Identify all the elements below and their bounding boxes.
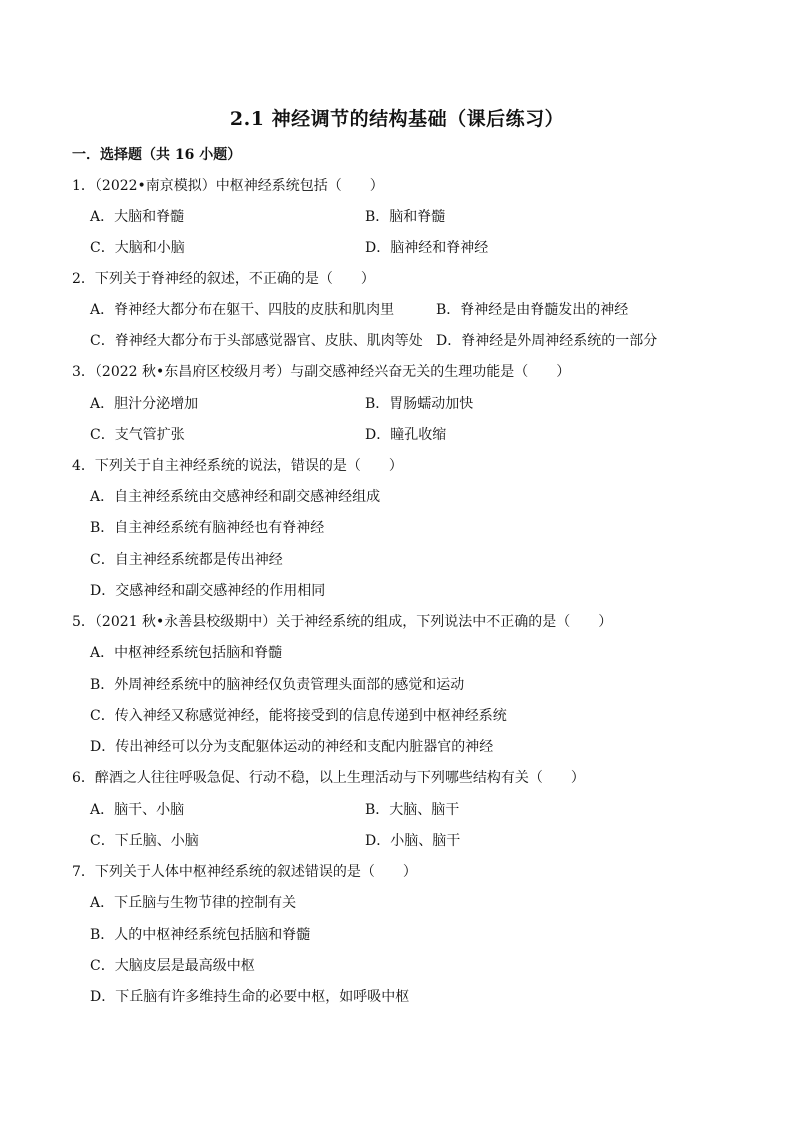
question-stem-6: 6．醉酒之人往往呼吸急促、行动不稳，以上生理活动与下列哪些结构有关（ ） bbox=[72, 770, 585, 786]
q1-option-c: C．大脑和小脑 bbox=[90, 240, 185, 256]
q3-option-b: B．胃肠蠕动加快 bbox=[365, 396, 474, 412]
q1-option-a: A．大脑和脊髓 bbox=[90, 209, 185, 225]
q7-option-b: B．人的中枢神经系统包括脑和脊髓 bbox=[90, 927, 311, 943]
q5-option-c: C．传入神经又称感觉神经，能将接受到的信息传递到中枢神经系统 bbox=[90, 708, 507, 724]
q4-option-a: A．自主神经系统由交感神经和副交感神经组成 bbox=[90, 489, 381, 505]
q5-option-b: B．外周神经系统中的脑神经仅负责管理头面部的感觉和运动 bbox=[90, 677, 465, 693]
q2-option-d: D．脊神经是外周神经系统的一部分 bbox=[436, 333, 658, 349]
question-stem-2: 2．下列关于脊神经的叙述，不正确的是（ ） bbox=[72, 271, 375, 287]
question-stem-5: 5．（2021 秋•永善县校级期中）关于神经系统的组成，下列说法中不正确的是（ ） bbox=[72, 614, 613, 630]
q7-option-a: A．下丘脑与生物节律的控制有关 bbox=[90, 895, 297, 911]
q2-option-a: A．脊神经大都分布在躯干、四肢的皮肤和肌肉里 bbox=[90, 302, 395, 318]
q1-option-b: B．脑和脊髓 bbox=[365, 209, 446, 225]
q3-option-d: D．瞳孔收缩 bbox=[365, 427, 447, 443]
q5-option-a: A．中枢神经系统包括脑和脊髓 bbox=[90, 645, 283, 661]
q6-option-c: C．下丘脑、小脑 bbox=[90, 833, 199, 849]
q7-option-d: D．下丘脑有许多维持生命的必要中枢，如呼吸中枢 bbox=[90, 989, 410, 1005]
question-stem-4: 4．下列关于自主神经系统的说法，错误的是（ ） bbox=[72, 458, 403, 474]
q5-option-d: D．传出神经可以分为支配躯体运动的神经和支配内脏器官的神经 bbox=[90, 739, 494, 755]
q4-option-b: B．自主神经系统有脑神经也有脊神经 bbox=[90, 520, 325, 536]
q3-option-a: A．胆汁分泌增加 bbox=[90, 396, 199, 412]
q7-option-c: C．大脑皮层是最高级中枢 bbox=[90, 958, 255, 974]
question-stem-3: 3．（2022 秋•东昌府区校级月考）与副交感神经兴奋无关的生理功能是（ ） bbox=[72, 364, 571, 380]
q2-option-b: B．脊神经是由脊髓发出的神经 bbox=[436, 302, 629, 318]
question-stem-7: 7．下列关于人体中枢神经系统的叙述错误的是（ ） bbox=[72, 864, 417, 880]
document-title: 2.1 神经调节的结构基础（课后练习） bbox=[229, 108, 565, 130]
q4-option-d: D．交感神经和副交感神经的作用相同 bbox=[90, 583, 326, 599]
q6-option-a: A．脑干、小脑 bbox=[90, 802, 185, 818]
q6-option-b: B．大脑、脑干 bbox=[365, 802, 460, 818]
q4-option-c: C．自主神经系统都是传出神经 bbox=[90, 552, 283, 568]
q2-option-c: C．脊神经大都分布于头部感觉器官、皮肤、肌肉等处 bbox=[90, 333, 423, 349]
q3-option-c: C．支气管扩张 bbox=[90, 427, 185, 443]
question-stem-1: 1．（2022•南京模拟）中枢神经系统包括（ ） bbox=[72, 178, 384, 194]
section-heading: 一．选择题（共 16 小题） bbox=[72, 147, 242, 163]
q1-option-d: D．脑神经和脊神经 bbox=[365, 240, 489, 256]
q6-option-d: D．小脑、脑干 bbox=[365, 833, 461, 849]
